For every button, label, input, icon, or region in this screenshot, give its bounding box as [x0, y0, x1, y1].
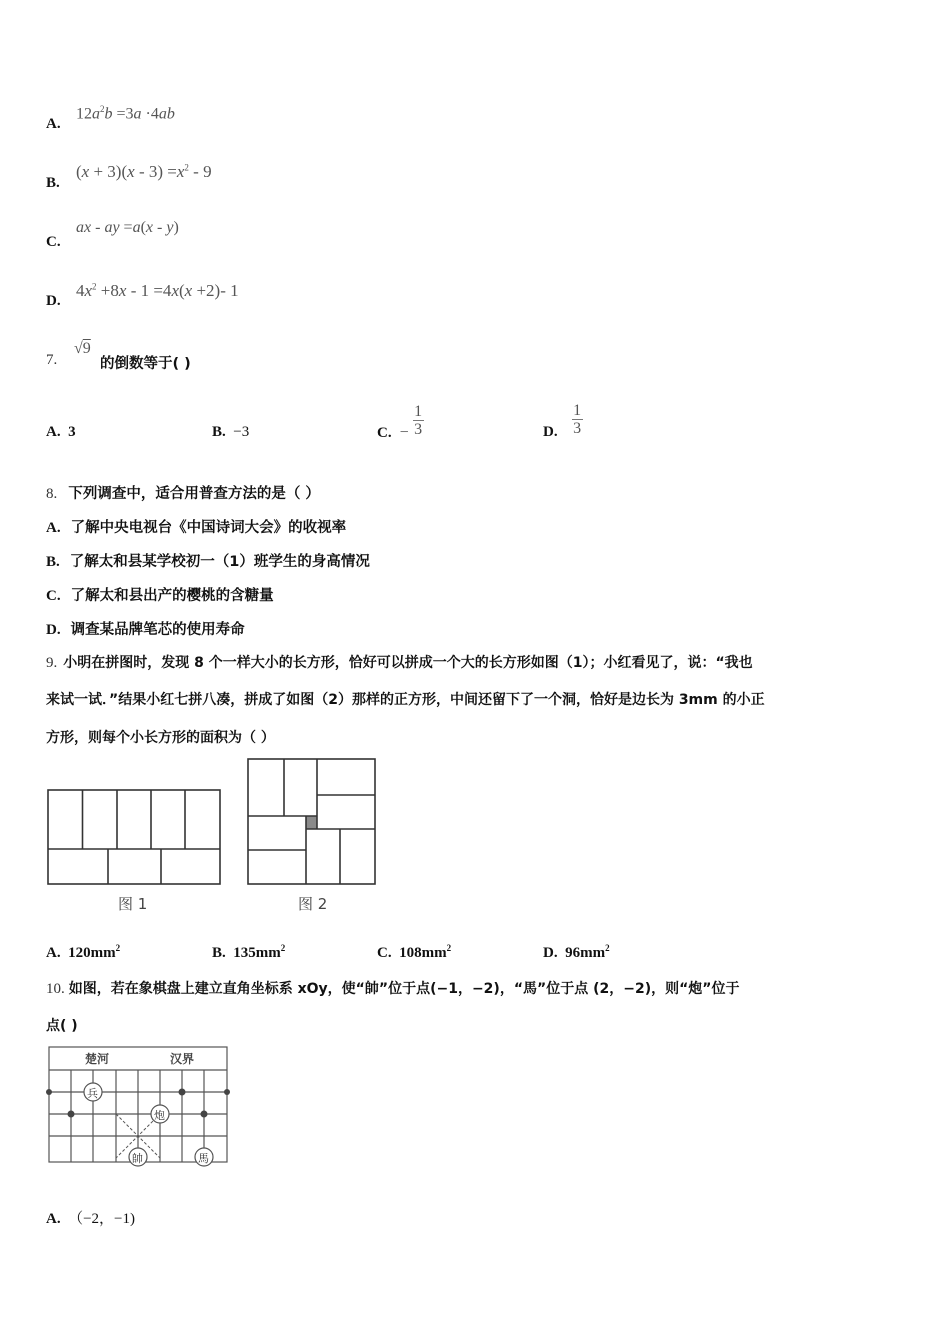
q8-stem: 下列调查中，适合用普查方法的是（ ）: [68, 486, 320, 502]
figure-1-caption: 图 1: [118, 895, 148, 913]
q9-line-2: 来试一试．”结果小红七拼八凑，拼成了如图（2）那样的正方形，中间还留下了一个洞，恰好是边长为 3mm 的小正: [46, 692, 765, 708]
q8-number: 8.: [46, 486, 58, 502]
piece-bing-label: 兵: [87, 1087, 98, 1100]
q9-line-3: 方形，则每个小长方形的面积为（ ）: [46, 730, 275, 746]
q6-option-b-label: B.: [46, 175, 60, 191]
q10-line-2: 点( ): [46, 1018, 78, 1034]
piece-shuai-label: 帥: [132, 1152, 143, 1165]
q10-option-a: A. （−2，−1): [46, 1211, 136, 1227]
q6-option-d-label: D.: [46, 293, 61, 309]
q10-line-1: 10. 如图，若在象棋盘上建立直角坐标系 xOy，使“帥”位于点(−1，−2)，“馬”位于点 (2，−2)，则“炮”位于: [46, 981, 740, 997]
q7-option-a: A. 3: [46, 424, 76, 440]
q6-option-a-label: A.: [46, 116, 61, 132]
q6-option-c-label: C.: [46, 234, 61, 250]
q6-option-a-expr: $12a^2b =3a \cdot 4ab$: [76, 104, 175, 123]
q9-line-1: 9. 小明在拼图时，发现 8 个一样大小的长方形，恰好可以拼成一个大的长方形如图（1）；小红看见了，说：“我也: [46, 655, 753, 671]
q7-option-d: D. $\frac{1}{3}$: [543, 402, 582, 440]
q7-option-c: C. − $\frac{1}{3}$: [377, 402, 423, 441]
q6-option-c-expr: ax - ay =a(x - y): [76, 219, 179, 236]
river-right-label: 汉界: [170, 1052, 195, 1066]
q7-option-b: B. −3: [212, 424, 250, 440]
q8-option-c: C. 了解太和县出产的樱桃的含糖量: [46, 588, 274, 604]
q8-option-b: B. 了解太和县某学校初一（1）班学生的身高情况: [46, 554, 370, 570]
q9-option-a: A. $120mm^2$: [46, 943, 121, 961]
q7-radicand: 9: [82, 340, 91, 357]
q9-option-b: B. $135mm^2$: [212, 943, 286, 961]
q7-radical: √9: [74, 340, 91, 357]
piece-pao-label: 炮: [154, 1109, 165, 1122]
fraction: $\frac{1}{3}$: [573, 402, 582, 437]
figure-2-caption: 图 2: [298, 895, 328, 913]
q6-option-b-expr: $(x + 3)(x - 3) =x^2 - 9$: [76, 162, 212, 181]
river-left-label: 楚河: [85, 1052, 110, 1066]
piece-ma-label: 馬: [198, 1152, 209, 1165]
fraction: $\frac{1}{3}$: [414, 402, 423, 438]
q9-option-c: C. $108mm^2$: [377, 943, 452, 961]
q8-option-a: A. 了解中央电视台《中国诗词大会》的收视率: [46, 520, 347, 536]
q7-number: 7.: [46, 352, 58, 368]
q7-stem: 的倒数等于( ): [100, 356, 191, 372]
q6-option-d-expr: $4x^2 +8x - 1 =4x(x +2)-$ 1: [76, 281, 239, 300]
q8-option-d: D. 调查某品牌笔芯的使用寿命: [46, 622, 245, 638]
q9-option-d: D. $96mm^2$: [543, 943, 610, 961]
